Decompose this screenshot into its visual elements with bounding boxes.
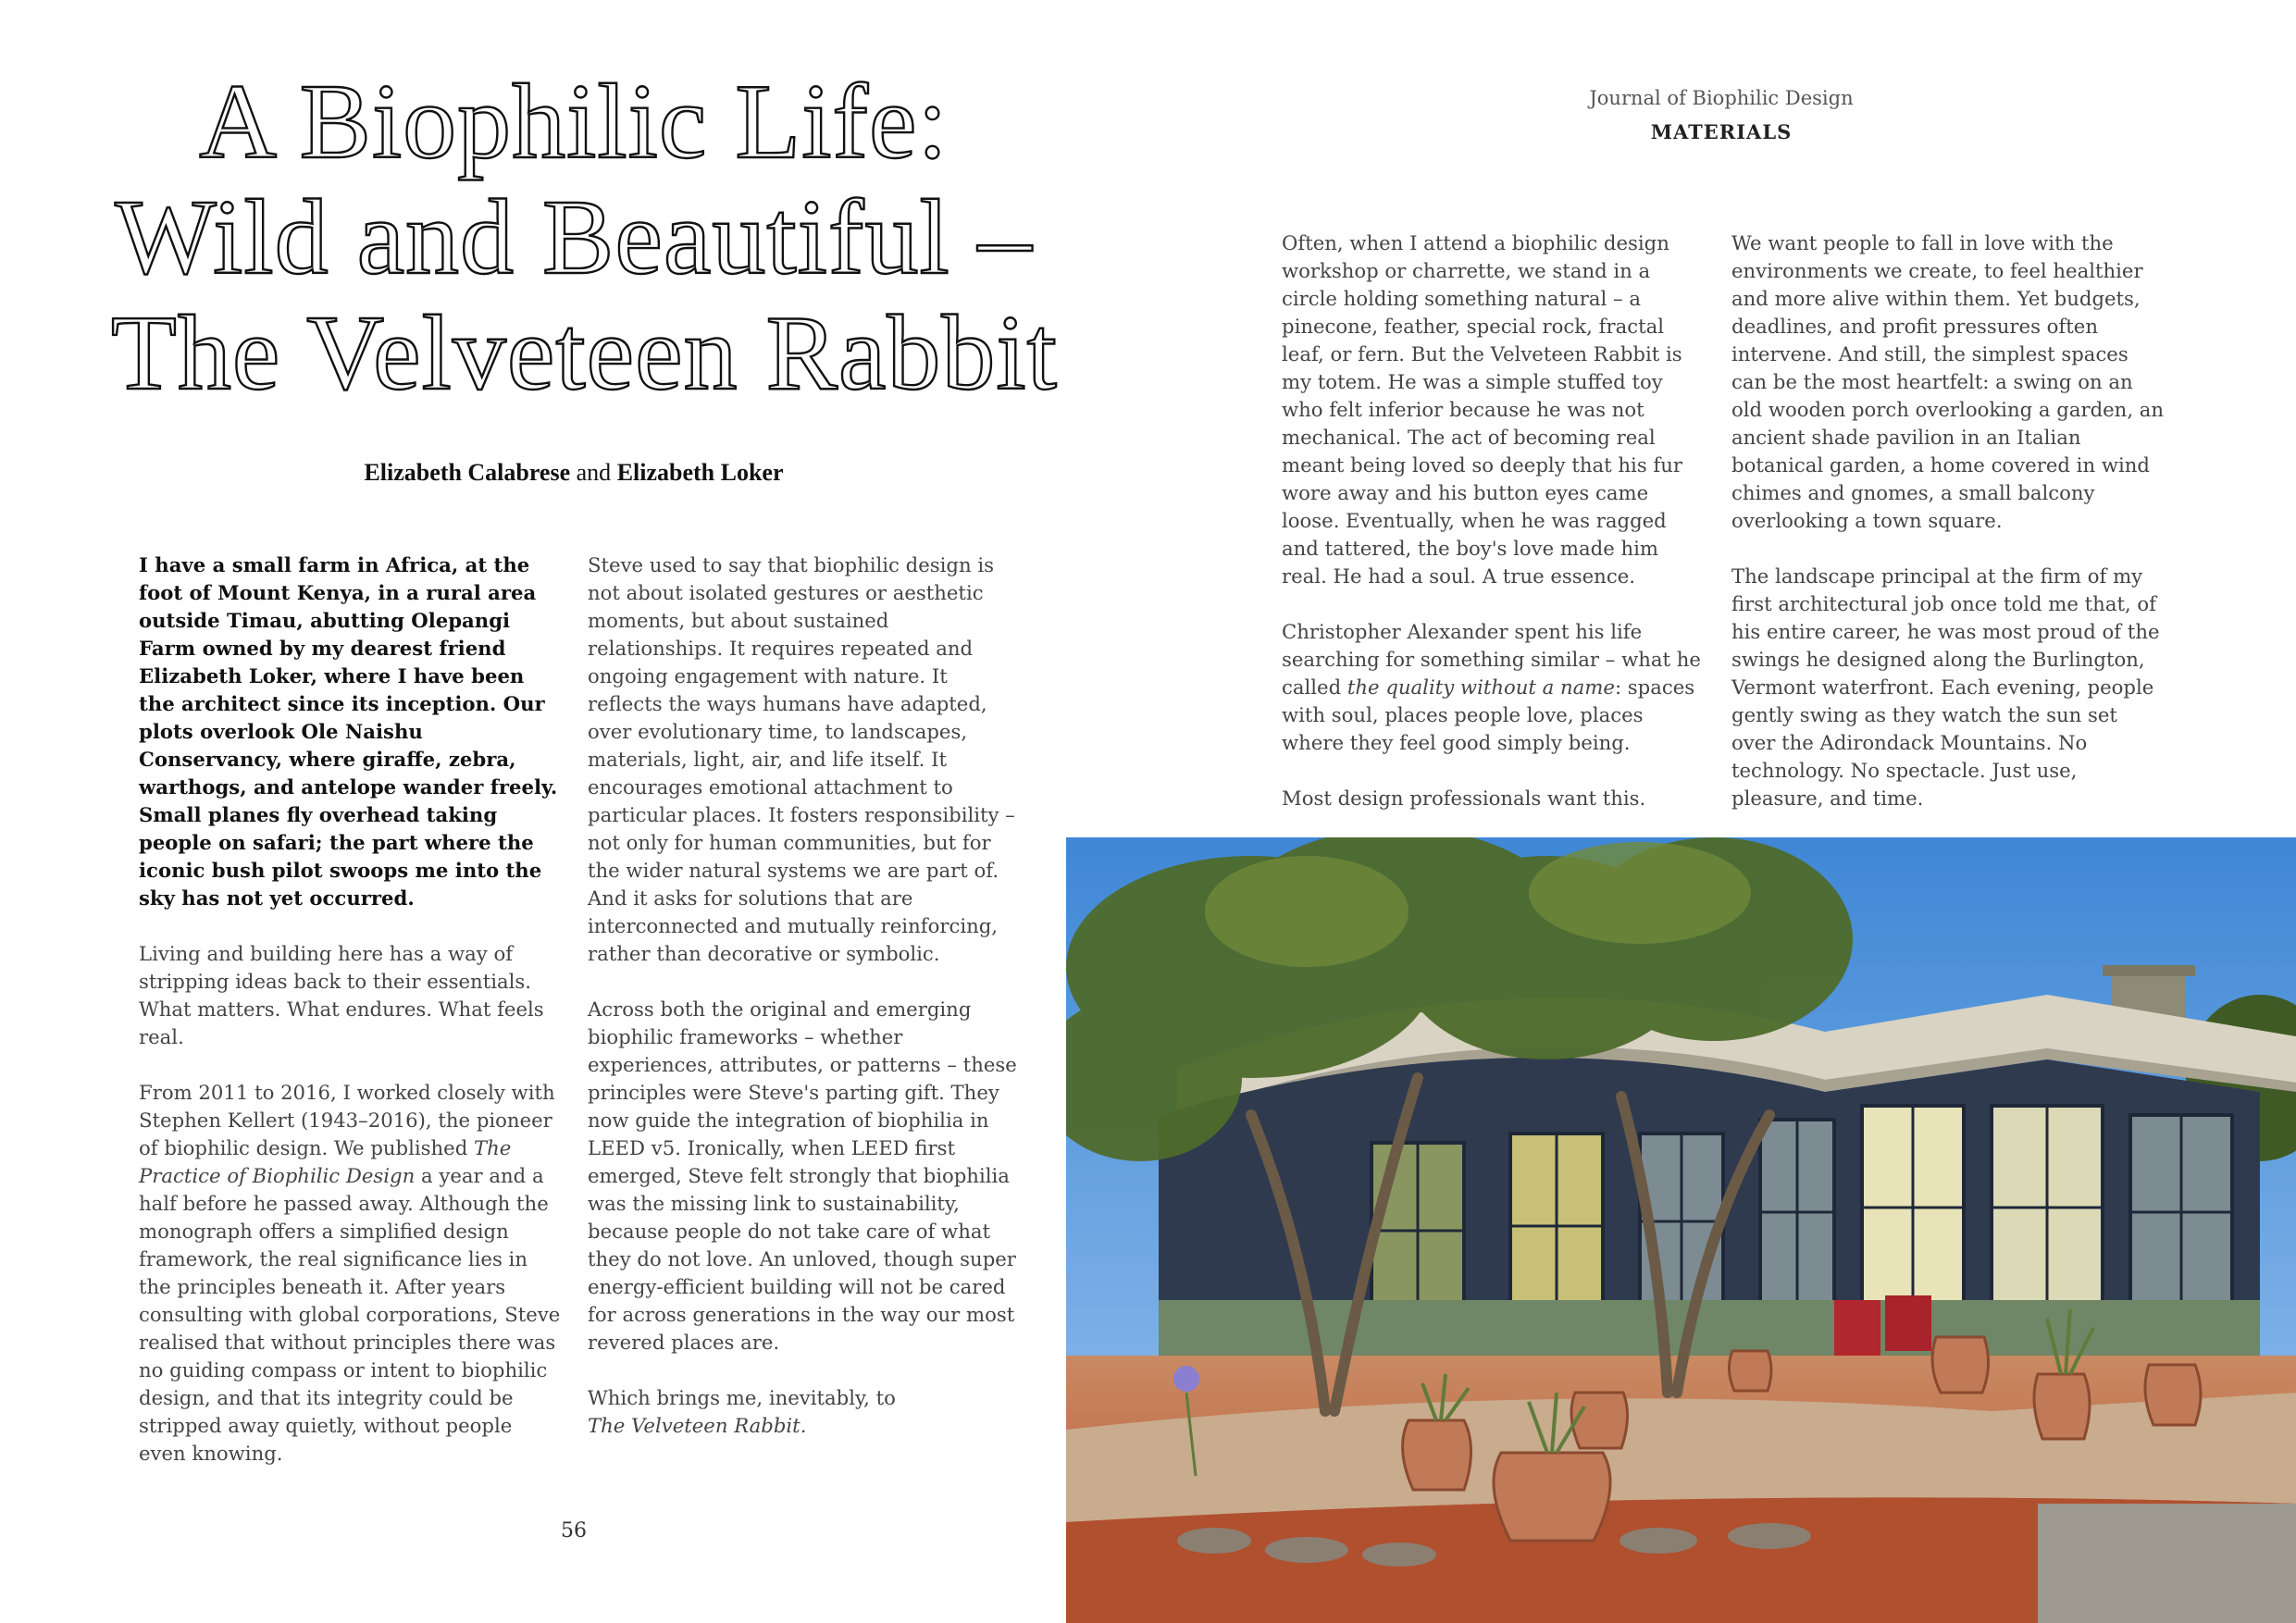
paragraph: Living and building here has a way of stripping ideas back to their essentials. What matters. What endures. What feels real. xyxy=(139,942,544,1048)
paragraph: Often, when I attend a biophilic design workshop or charrette, we stand in a circle holding something natural – a pinecone, feather, special rock, fractal leaf, or fern. But the Velveteen Rabbit is my totem. He was a simple stuffed toy who felt inferior because he was not mechanical. The act of becoming real meant being loved so deeply that his fur wore away and his button eyes came loose. Eventually, when he was ragged and tattered, the boy's love made him real. He had a soul. A true essence. xyxy=(1282,231,1683,588)
book-title: The Practice of Biophilic Design xyxy=(139,1136,512,1187)
paragraph: Across both the original and emerging biophilic frameworks – whether experiences, attributes, or patterns – these principles were Steve's parting gift. They now guide the integration of biophilia in LEED v5. Ironically, when LEED first emerged, Steve felt strongly that biophilia was the missing link to sustainability, because people do not take care of what they do not love. An unloved, though super energy-efficient building will not be cared for across generations in the way our most revered places are. xyxy=(588,997,1017,1354)
author-1: Elizabeth Calabrese xyxy=(364,459,571,486)
paragraph: We want people to fall in love with the environments we create, to feel healthier and more alive within them. Yet budgets, deadlines, and profit pressures often intervene. And still, the simplest spaces can be the most heartfelt: a swing on an old wooden porch overlooking a garden, an ancient shade pavilion in an Italian botanical garden, a home covered in wind chimes and gnomes, a small balcony overlooking a town square. xyxy=(1731,231,2165,532)
left-column-2 xyxy=(588,551,1023,1440)
pot xyxy=(1494,1453,1610,1541)
lead-paragraph: I have a small farm in Africa, at the foot of Mount Kenya, in a rural area outside Timau, abutting Olepangi Farm owned by my dearest friend Elizabeth Loker, where I have been the architect since its inception. Our plots overlook Ole Naishu Conservancy, where giraffe, zebra, warthogs, and antelope wander freely. Small planes fly overhead taking people on safari; the part where the iconic bush pilot swoops me into the sky has not yet occurred. xyxy=(139,553,558,910)
paragraph: Which brings me, inevitably, to The Velveteen Rabbit. xyxy=(588,1386,896,1437)
title-line-2: Wild and Beautiful – xyxy=(115,179,1033,297)
title-line-1: A Biophilic Life: xyxy=(199,63,949,181)
left-page xyxy=(0,0,1064,1623)
book-title: The Velveteen Rabbit. xyxy=(588,1414,807,1437)
page-number: 56 xyxy=(561,1519,587,1542)
author-2: Elizabeth Loker xyxy=(616,459,784,486)
paragraph: Christopher Alexander spent his life searching for something similar – what he called the quality without a name: spaces with soul, places people love, places where they feel good simply being. xyxy=(1282,620,1701,754)
paragraph: Most design professionals want this. xyxy=(1282,787,1646,810)
section-label: MATERIALS xyxy=(1650,120,1793,143)
title-line-3: The Velveteen Rabbit xyxy=(111,294,1058,413)
left-column-1 xyxy=(139,551,565,1468)
byline-joiner: and xyxy=(576,459,612,486)
paragraph: The landscape principal at the firm of my first architectural job once told me that, of his entire career, he was most proud of the swings he designed along the Burlington, Vermont waterfront. Each evening, people gently swing as they watch the sun set over the Adirondack Mountains. No technology. No spectacle. Just use, pleasure, and time. xyxy=(1731,564,2160,810)
paragraph: From 2011 to 2016, I worked closely with Stephen Kellert (1943–2016), the pioneer of biophilic design. We published The Practice of Biophilic Design a year and a half before he passed away. Although the monograph offers a simplified design framework, the real significance lies in the principles beneath it. After years consulting with global corporations, Steve realised that without principles there was no guiding compass or intent to biophilic design, and that its integrity could be stripped away quietly, without people even knowing. xyxy=(139,1081,561,1465)
journal-name: Journal of Biophilic Design xyxy=(1589,87,1854,109)
right-column-2 xyxy=(1731,229,2166,812)
right-column-1 xyxy=(1282,229,1709,812)
byline xyxy=(139,459,1009,487)
article-title xyxy=(111,63,1058,413)
house-photograph xyxy=(1066,837,2296,1623)
paragraph: Steve used to say that biophilic design is not about isolated gestures or aesthetic moments, but about sustained relationships. It requires repeated and ongoing engagement with nature. It reflects the ways humans have adapted, over evolutionary time, to landscapes, materials, light, air, and life itself. It encourages emotional attachment to particular places. It fosters responsibility – not only for human communities, but for the wider natural systems we are part of. And it asks for solutions that are interconnected and mutually reinforcing, rather than decorative or symbolic. xyxy=(588,553,1015,965)
quoted-phrase: the quality without a name xyxy=(1347,675,1615,699)
